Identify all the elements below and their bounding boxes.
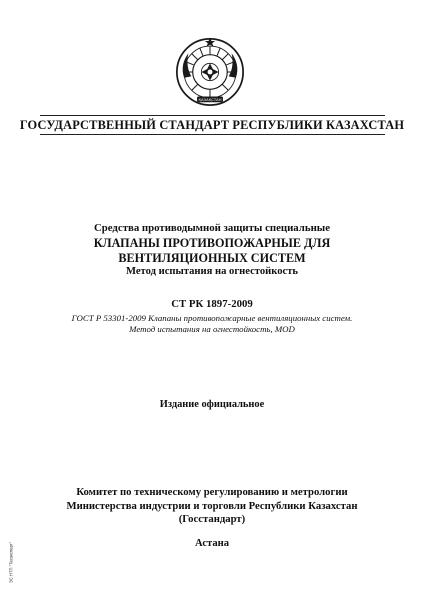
svg-text:ҚАЗАҚСТАН: ҚАЗАҚСТАН <box>198 98 222 103</box>
document-title <box>20 236 404 266</box>
title-bottom-rule <box>40 134 385 135</box>
title-top-rule <box>40 115 385 116</box>
edition-label: Издание официальное <box>159 399 265 410</box>
gost-reference <box>20 313 404 335</box>
committee-line-3: (Госстандарт) <box>178 513 246 525</box>
publication-city: Астана <box>194 538 230 549</box>
committee-line-2: Министерства индустрии и торговли Республики Казахстан <box>66 499 358 512</box>
side-watermark-note: ЭС НТП "Техэксперт" <box>8 541 14 584</box>
document-subtitle: Средства противодымной защиты специальные <box>93 222 331 234</box>
test-method: Метод испытания на огнестойкость <box>125 266 299 277</box>
gost-reference-line-2: Метод испытания на огнестойкость, MOD <box>129 324 295 334</box>
state-emblem-icon <box>174 36 246 108</box>
state-standard-title: ГОСУДАРСТВЕННЫЙ СТАНДАРТ РЕСПУБЛИКИ КАЗАХСТАН <box>19 118 405 132</box>
publisher-block <box>20 486 404 527</box>
standard-code: СТ РК 1897-2009 <box>171 298 253 310</box>
committee-line-1: Комитет по техническому регулированию и метрологии <box>76 486 348 498</box>
document-title-line-1: КЛАПАНЫ ПРОТИВОПОЖАРНЫЕ ДЛЯ <box>93 236 331 250</box>
document-title-line-2: ВЕНТИЛЯЦИОННЫХ СИСТЕМ <box>118 251 306 265</box>
gost-reference-line-1: ГОСТ Р 53301-2009 Клапаны противопожарные вентиляционных систем. <box>71 313 353 323</box>
